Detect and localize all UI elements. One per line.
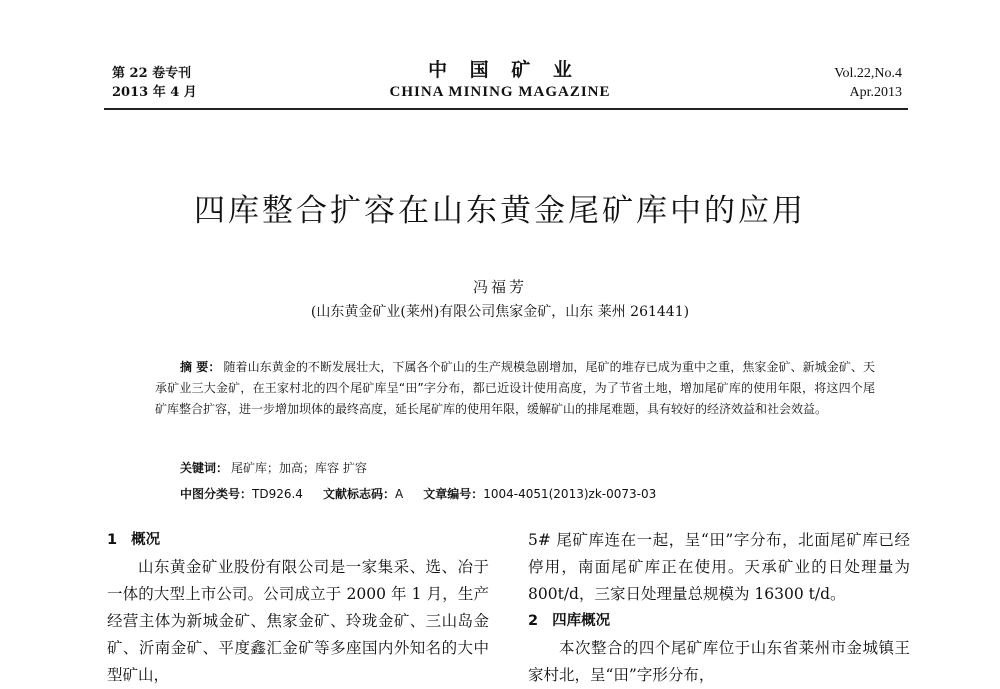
keywords — [180, 458, 367, 478]
journal-name-chinese: 中 国 矿 业 — [428, 59, 580, 81]
clc-value: TD926.4 — [252, 487, 303, 501]
volume-number: Vol.22,No.4 — [834, 66, 902, 81]
document-code-label: 文献标志码： — [322, 487, 395, 501]
issue-date: 2013 年 4 月 — [112, 85, 197, 100]
keywords-text: 尾矿库；加高；库容 扩容 — [231, 461, 367, 475]
section-title: 四库概况 — [552, 613, 611, 629]
issue-volume: 第 22 卷专刊 — [112, 66, 192, 81]
classification-line — [180, 484, 656, 504]
header-divider — [104, 108, 908, 110]
body-paragraph: 山东黄金矿业股份有限公司是一家集采、选、冶于一体的大型上市公司。公司成立于 2000 年 1 月，生产经营主体为新城金矿、焦家金矿、玲珑金矿、三山岛金矿、沂南金矿、平度鑫汇金矿等多座国内外知名的大中型矿山， — [107, 558, 489, 684]
author-affiliation: (山东黄金矿业(莱州)有限公司焦家金矿，山东 莱州 261441) — [310, 304, 690, 320]
section-number: 2 — [528, 613, 539, 629]
section-heading-1 — [107, 527, 489, 554]
journal-name-english: CHINA MINING MAGAZINE — [389, 84, 611, 100]
abstract-text: 随着山东黄金的不断发展壮大，下属各个矿山的生产规模急剧增加，尾矿的堆存已成为重中之重，焦家金矿、新城金矿、天承矿业三大金矿，在王家村北的四个尾矿库呈“田”字分布，都已近设计使用高度，为了节省土地，增加尾矿库的使用年限，将这四个尾矿库整合扩容，进一步增加坝体的最终高度，延长尾矿库的使用年限，缓解矿山的排尾难题，具有较好的经济效益和社会效益。 — [155, 360, 875, 416]
article-id-value: 1004-4051(2013)zk-0073-03 — [483, 487, 657, 501]
section-number: 1 — [107, 532, 118, 548]
article-author: 冯福芳 — [472, 278, 527, 296]
body-paragraph: 本次整合的四个尾矿库位于山东省莱州市金城镇王家村北，呈“田”字形分布， — [528, 639, 910, 684]
section-heading-2 — [528, 608, 910, 635]
abstract-label: 摘 要： — [180, 360, 221, 374]
body-column-right — [528, 527, 910, 689]
volume-date: Apr.2013 — [849, 85, 902, 100]
body-column-left — [107, 527, 489, 689]
body-paragraph: 5# 尾矿库连在一起，呈“田”字分布，北面尾矿库已经停用，南面尾矿库正在使用。天承矿业的日处理量为 800t/d，三家日处理量总规模为 16300 t/d。 — [528, 531, 910, 603]
document-code-value: A — [394, 487, 404, 501]
journal-volume-info — [834, 64, 902, 102]
clc-label: 中图分类号： — [180, 487, 253, 501]
article-title: 四库整合扩容在山东黄金尾矿库中的应用 — [194, 193, 806, 229]
section-title: 概况 — [131, 532, 161, 548]
article-id-label: 文章编号： — [423, 487, 484, 501]
abstract — [155, 357, 875, 420]
keywords-label: 关键词： — [180, 461, 229, 475]
